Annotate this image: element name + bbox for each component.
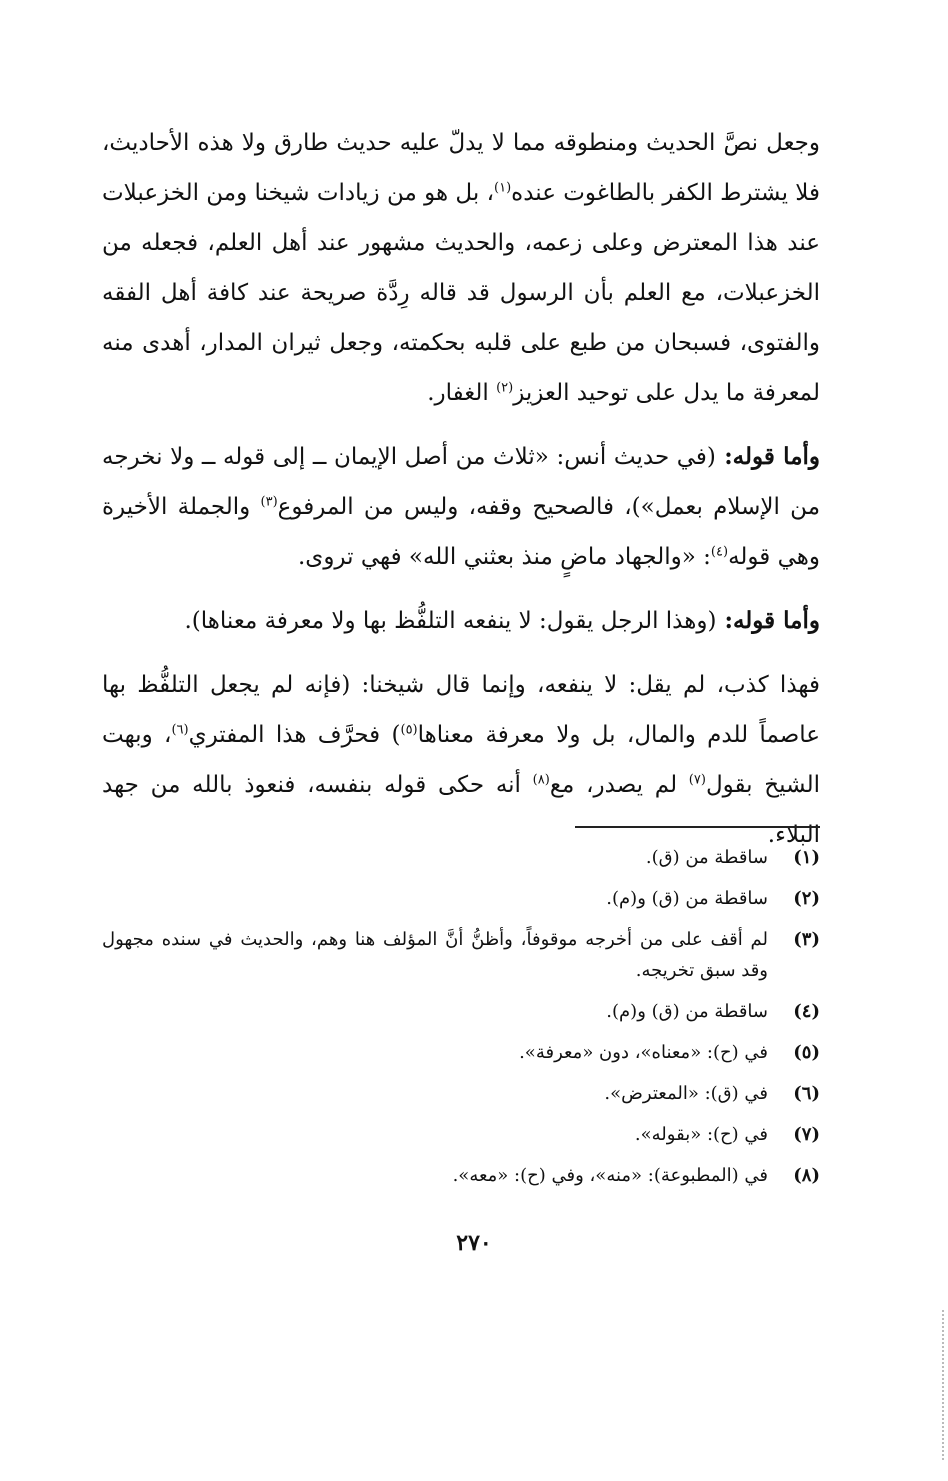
text-segment: ) فحرَّف هذا المفتري bbox=[188, 722, 401, 748]
footnote bbox=[102, 1160, 820, 1191]
text-segment: وجعل نصَّ الحديث ومنطوقه مما لا يدلّ عليه حديث طارق ولا هذه الأحاديث، فلا يشترط الكفر بالطاغوت عنده bbox=[102, 130, 820, 206]
footnote-text: في (ق): «المعترض». bbox=[604, 1083, 768, 1104]
footnote-text: في (المطبوعة): «منه»، وفي (ح): «معه». bbox=[452, 1165, 768, 1186]
text-segment: ، وبهت الشيخ بقول bbox=[102, 722, 820, 798]
text-segment: فهذا كذب، لم يقل: لا ينفعه، وإنما قال شيخنا: (فإنه لم يجعل التلفُّظ بها عاصماً للدم والمال، بل ولا معرفة معناها bbox=[102, 672, 820, 748]
footnote-text: ساقطة من (ق) و(م). bbox=[606, 888, 768, 909]
footnote bbox=[102, 1119, 820, 1150]
footnote-marker: (٨) bbox=[532, 772, 550, 788]
text-segment: : «والجهاد ماضٍ منذ بعثني الله» فهي تروى. bbox=[298, 544, 711, 570]
footnote-number: (٣) bbox=[793, 929, 820, 950]
footnote-marker: (٢) bbox=[496, 380, 514, 396]
footnote-number: (٧) bbox=[793, 1124, 820, 1145]
footnote-number: (٢) bbox=[793, 888, 820, 909]
text-segment: الغفار. bbox=[427, 380, 497, 406]
footnote-number: (٨) bbox=[793, 1165, 820, 1186]
footnote-number: (٥) bbox=[793, 1042, 820, 1063]
text-segment: أنه حكى قوله بنفسه، فنعوذ بالله من جهد البلاء. bbox=[102, 772, 820, 848]
footnote bbox=[102, 924, 820, 986]
footnote-number: (٦) bbox=[793, 1083, 820, 1104]
paragraph bbox=[102, 660, 820, 860]
footnote-marker: (٤) bbox=[710, 544, 729, 560]
footnote-number: (٤) bbox=[793, 1001, 820, 1022]
footnote-marker: (٧) bbox=[688, 772, 706, 788]
footnote bbox=[102, 1037, 820, 1068]
paragraph bbox=[102, 596, 820, 646]
footnote-marker: (٣) bbox=[260, 494, 278, 510]
footnote-marker: (١) bbox=[494, 180, 512, 196]
text-segment: ، بل هو من زيادات شيخنا ومن الخزعبلات عند هذا المعترض وعلى زعمه، والحديث مشهور عند أهل العلم، فجعله من الخزعبلات، مع العلم بأن الرسول قد قاله رِدَّة صريحة عند كافة أهل الفقه والفتوى، فسبحان من طبع على قلبه بحكمته، وجعل ثيران المدار، أهدى منه لمعرفة ما يدل على توحيد العزيز bbox=[102, 180, 820, 406]
text-segment: (في حديث أنس: «ثلاث من أصل الإيمان ــ إلى قوله ــ ولا نخرجه من الإسلام بعمل»)، فالصحيح وقفه، وليس من المرفوع bbox=[102, 444, 821, 520]
footnote-text: لم أقف على من أخرجه موقوفاً، وأظنُّ أنَّ المؤلف هنا وهم، والحديث في سنده مجهول وقد سبق تخريجه. bbox=[102, 929, 768, 981]
main-text bbox=[102, 118, 820, 860]
footnote-text: ساقطة من (ق). bbox=[645, 847, 768, 868]
footnote bbox=[102, 883, 820, 914]
footnote-text: في (ح): «معناه»، دون «معرفة». bbox=[519, 1042, 768, 1063]
text-segment: (وهذا الرجل يقول: لا ينفعه التلفُّظ بها ولا معرفة معناها). bbox=[184, 608, 717, 634]
footnote-number: (١) bbox=[793, 847, 820, 868]
paragraph bbox=[102, 118, 820, 418]
footnote-separator bbox=[575, 826, 820, 828]
footnote bbox=[102, 842, 820, 873]
paragraph bbox=[102, 432, 820, 582]
footnote-marker: (٦) bbox=[171, 722, 189, 738]
paragraph-lead: وأما قوله: bbox=[715, 443, 821, 470]
text-segment: والجملة الأخيرة وهي قوله bbox=[102, 494, 820, 570]
page-number: ٢٧٠ bbox=[456, 1230, 492, 1256]
footnote-text: ساقطة من (ق) و(م). bbox=[606, 1001, 768, 1022]
paragraph-lead: وأما قوله: bbox=[716, 607, 820, 634]
footnote-text: في (ح): «بقوله». bbox=[634, 1124, 768, 1145]
footnotes-list bbox=[102, 842, 820, 1201]
footnote bbox=[102, 996, 820, 1027]
text-segment: لم يصدر، مع bbox=[549, 772, 689, 798]
footnote-marker: (٥) bbox=[400, 722, 418, 738]
footnote bbox=[102, 1078, 820, 1109]
page-edge-marks bbox=[942, 1310, 946, 1460]
